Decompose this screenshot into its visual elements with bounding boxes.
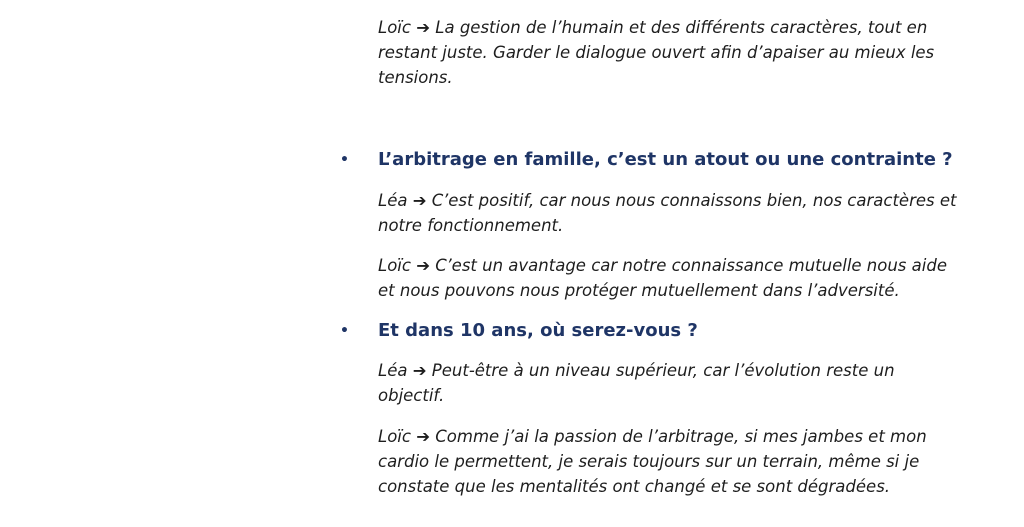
answer-text-line: tensions. (378, 68, 453, 87)
speaker-name: Loïc (378, 18, 411, 37)
arrow-icon: ➔ (416, 427, 431, 446)
answer-text-line: C’est un avantage car notre connaissance mutuelle nous aide (435, 256, 947, 275)
arrow-icon: ➔ (416, 256, 431, 275)
answer-paragraph (378, 253, 968, 303)
answer-text-line: C’est positif, car nous nous connaissons bien, nos caractères et (431, 191, 957, 210)
answer-text-line: constate que les mentalités ont changé et se sont dégradées. (378, 477, 891, 496)
answer-text-line: notre fonctionnement. (378, 216, 564, 235)
answer-text-line: Peut-être à un niveau supérieur, car l’évolution reste un (431, 361, 895, 380)
answer-paragraph (378, 188, 968, 238)
arrow-icon: ➔ (416, 18, 431, 37)
answer-text-line: et nous pouvons nous protéger mutuellement dans l’adversité. (378, 281, 900, 300)
arrow-icon: ➔ (412, 361, 427, 380)
speaker-name: Loïc (378, 427, 411, 446)
answer-text-line: Comme j’ai la passion de l’arbitrage, si mes jambes et mon (435, 427, 927, 446)
answer-text-line: objectif. (378, 386, 445, 405)
answer-paragraph (378, 424, 968, 499)
answer-text-line: restant juste. Garder le dialogue ouvert afin d’apaiser au mieux les (378, 43, 935, 62)
answer-paragraph (378, 15, 968, 90)
question-heading (340, 148, 980, 173)
question-title: Et dans 10 ans, où serez-vous ? (378, 320, 698, 341)
question-heading (340, 319, 980, 344)
question-title: L’arbitrage en famille, c’est un atout ou une contrainte ? (378, 149, 953, 170)
speaker-name: Léa (378, 191, 408, 210)
speaker-name: Léa (378, 361, 408, 380)
answer-paragraph (378, 358, 968, 408)
answer-text-line: cardio le permettent, je serais toujours sur un terrain, même si je (378, 452, 920, 471)
speaker-name: Loïc (378, 256, 411, 275)
answer-text-line: La gestion de l’humain et des différents caractères, tout en (435, 18, 928, 37)
bullet-icon: • (340, 323, 349, 339)
bullet-icon: • (340, 152, 349, 168)
arrow-icon: ➔ (412, 191, 427, 210)
